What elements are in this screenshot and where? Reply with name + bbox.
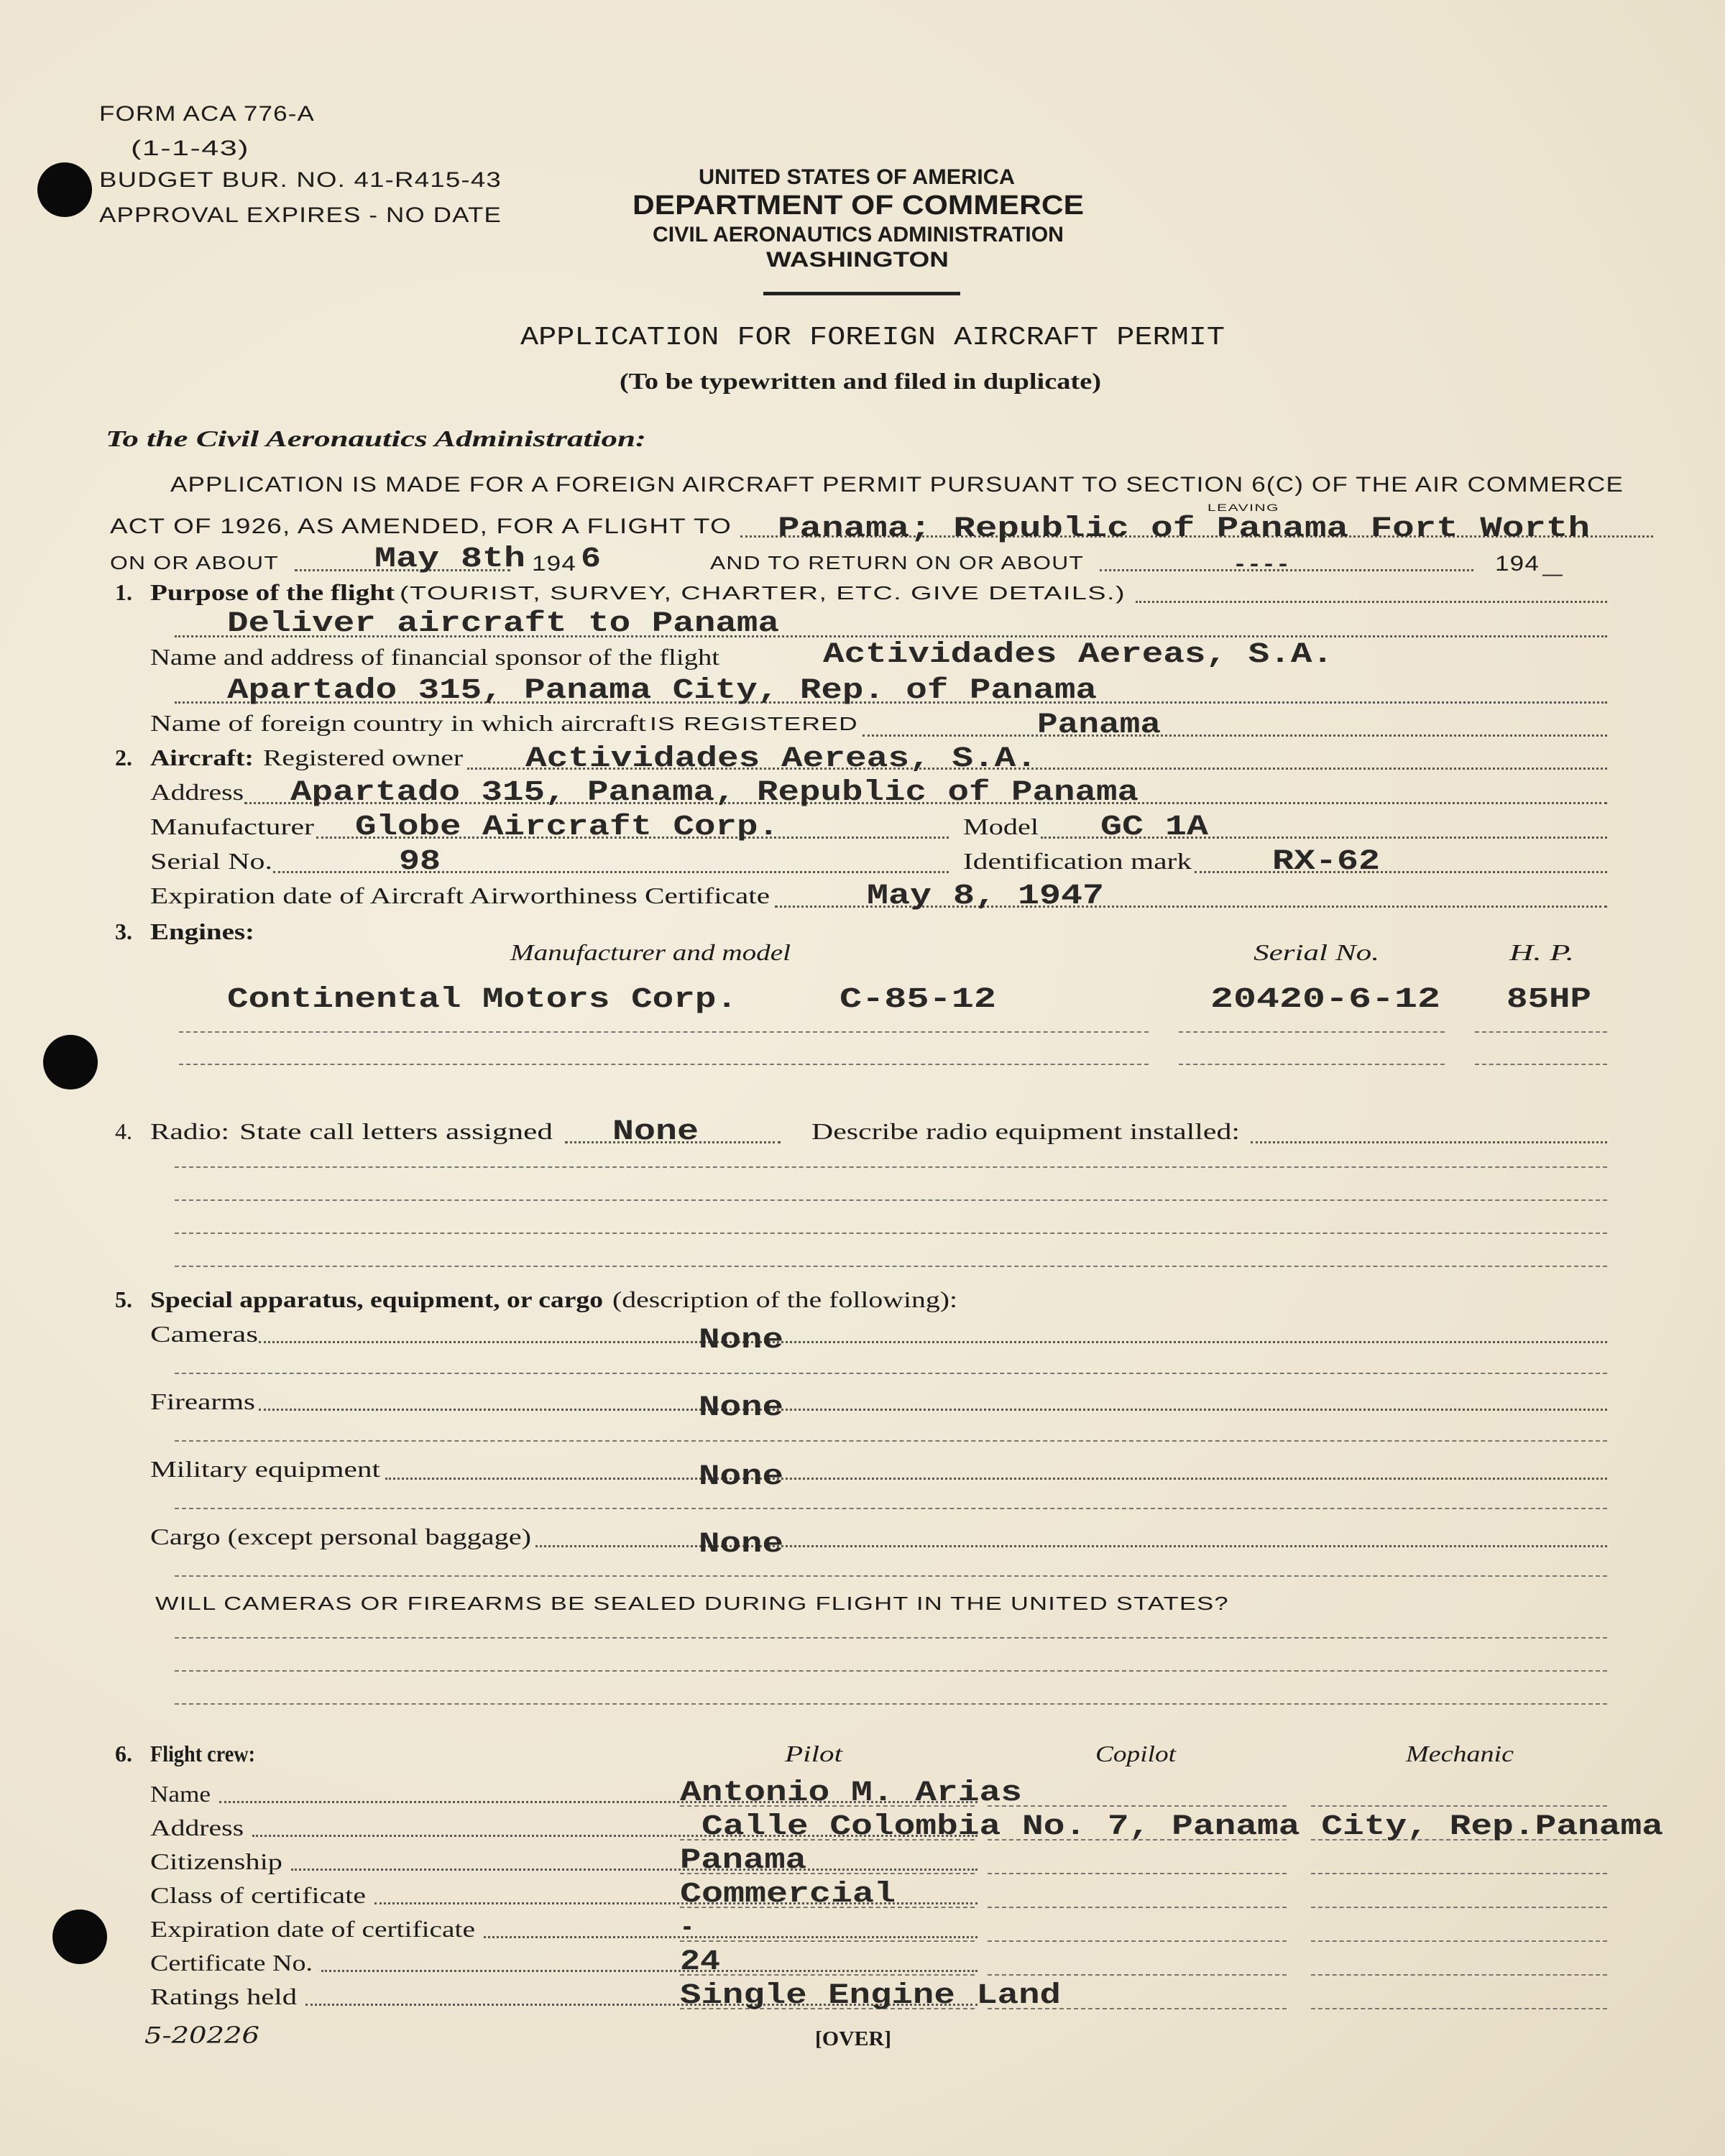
call-letters-value: None <box>612 1116 699 1148</box>
crew-mechanic-line <box>1311 1974 1607 1976</box>
section-3-number: 3. <box>115 918 132 944</box>
engine-line <box>179 1064 1149 1065</box>
engine-line <box>1179 1031 1445 1033</box>
radio-line <box>175 1166 1607 1168</box>
punch-hole <box>52 1909 107 1964</box>
crew-pilot-value: Calle Colombia No. 7, Panama City, Rep.Panama <box>702 1811 1663 1843</box>
address-label: Address <box>150 779 244 805</box>
section-2-number: 2. <box>115 745 132 770</box>
handwritten-file-number: 5-20226 <box>144 2022 259 2049</box>
serial-line <box>273 871 949 873</box>
section-2-label: Aircraft: <box>150 745 254 770</box>
form-title: APPLICATION FOR FOREIGN AIRCRAFT PERMIT <box>520 323 1225 352</box>
year-prefix: 194 <box>532 552 576 576</box>
sealed-line <box>175 1670 1607 1672</box>
crew-col-pilot: Pilot <box>785 1741 842 1766</box>
punch-hole <box>43 1035 98 1089</box>
departure-date: May 8th <box>374 543 525 576</box>
section-6-number: 6. <box>115 1741 132 1766</box>
owner-label: Registered owner <box>263 745 463 770</box>
intro-line-3a: ON OR ABOUT <box>110 552 279 573</box>
crew-pilot-value: 24 <box>680 1946 720 1978</box>
engine-manufacturer: Continental Motors Corp. <box>227 984 737 1016</box>
header-agency: CIVIL AERONAUTICS ADMINISTRATION <box>653 223 1064 247</box>
crew-pilot-line <box>680 1974 975 1976</box>
engine-line <box>179 1031 1149 1033</box>
engine-col-hp: H. P. <box>1509 939 1574 965</box>
crew-row-label: Ratings held <box>150 1984 297 2009</box>
cameras-value: None <box>699 1325 783 1357</box>
cameras-label: Cameras <box>150 1321 258 1347</box>
crew-row-label: Certificate No. <box>150 1950 313 1976</box>
intro-line-1: APPLICATION IS MADE FOR A FOREIGN AIRCRAFT PERMIT PURSUANT TO SECTION 6(C) OF THE AIR COMMERCE <box>170 473 1624 497</box>
military-line <box>385 1478 1607 1480</box>
crew-row-label: Class of certificate <box>150 1882 366 1908</box>
intro-line-2: ACT OF 1926, AS AMENDED, FOR A FLIGHT TO <box>110 515 732 538</box>
radio-equipment-leader <box>1251 1141 1607 1143</box>
crew-mechanic-line <box>1311 1940 1607 1942</box>
country-label-caps: IS REGISTERED <box>650 713 858 734</box>
country-label: Name of foreign country in which aircraft <box>150 710 646 736</box>
destination-value: Panama; Republic of Panama Fort Worth <box>778 513 1590 545</box>
firearms-label: Firearms <box>150 1388 255 1414</box>
section-5-number: 5. <box>115 1286 132 1312</box>
crew-row-label: Citizenship <box>150 1848 282 1874</box>
crew-row-label: Address <box>150 1815 244 1841</box>
crew-col-mechanic: Mechanic <box>1406 1741 1514 1766</box>
military-label: Military equipment <box>150 1456 380 1482</box>
addressee: To the Civil Aeronautics Administration: <box>106 425 646 451</box>
engine-col-serial: Serial No. <box>1254 939 1379 965</box>
crew-copilot-line <box>988 1907 1287 1908</box>
serial-label: Serial No. <box>150 848 272 874</box>
section-5-hint: (description of the following): <box>612 1286 957 1312</box>
crew-pilot-value: Commercial <box>680 1879 896 1911</box>
year-prefix-2: 194 <box>1495 552 1540 576</box>
expiration-label: Expiration date of Aircraft Airworthiness Certificate <box>150 883 770 908</box>
country-leader <box>862 734 1607 737</box>
header-city: WASHINGTON <box>766 248 949 272</box>
crew-pilot-value: Single Engine Land <box>680 1980 1061 2012</box>
departure-year: 6 <box>581 543 601 576</box>
form-number: FORM ACA 776-A <box>99 102 315 126</box>
radio-line <box>175 1233 1607 1234</box>
firearms-value: None <box>699 1392 783 1424</box>
crew-row-leader <box>321 1970 978 1972</box>
model-value: GC 1A <box>1100 811 1208 844</box>
section-1-label: Purpose of the flight <box>150 579 395 605</box>
call-letters-label: State call letters assigned <box>239 1118 553 1144</box>
expiration-value: May 8, 1947 <box>867 880 1104 913</box>
section-1-number: 1. <box>115 579 132 605</box>
return-year: _ <box>1542 550 1563 582</box>
crew-pilot-value: Panama <box>680 1845 806 1877</box>
military-value: None <box>699 1461 783 1493</box>
section-6-label: Flight crew: <box>150 1741 255 1766</box>
section-3-label: Engines: <box>150 918 254 944</box>
radio-line <box>175 1266 1607 1267</box>
crew-pilot-value: Antonio M. Arias <box>680 1777 1022 1810</box>
ident-label: Identification mark <box>963 848 1192 874</box>
manufacturer-value: Globe Aircraft Corp. <box>355 811 779 844</box>
cargo-line-2 <box>175 1575 1607 1577</box>
crew-mechanic-line <box>1311 1805 1607 1807</box>
crew-col-copilot: Copilot <box>1095 1741 1176 1766</box>
radio-line <box>175 1199 1607 1201</box>
engine-serial: 20420-6-12 <box>1210 984 1440 1016</box>
engine-hp: 85HP <box>1506 984 1591 1016</box>
punch-hole <box>37 162 92 217</box>
crew-mechanic-line <box>1311 2008 1607 2009</box>
address-value: Apartado 315, Panama, Republic of Panama <box>290 777 1138 809</box>
engine-line <box>1475 1064 1607 1065</box>
header-country: UNITED STATES OF AMERICA <box>699 165 1015 189</box>
manufacturer-label: Manufacturer <box>150 814 314 839</box>
crew-pilot-value: - <box>680 1912 694 1945</box>
firearms-line-2 <box>175 1440 1607 1442</box>
sealed-line <box>175 1703 1607 1705</box>
sealed-line <box>175 1637 1607 1639</box>
crew-pilot-line <box>680 1940 975 1942</box>
approval-expiry: APPROVAL EXPIRES - NO DATE <box>99 203 502 227</box>
intro-line-3b: AND TO RETURN ON OR ABOUT <box>710 552 1084 573</box>
crew-copilot-line <box>988 1805 1287 1807</box>
crew-row-label: Expiration date of certificate <box>150 1916 475 1942</box>
cargo-label: Cargo (except personal baggage) <box>150 1524 531 1549</box>
crew-copilot-line <box>988 1974 1287 1976</box>
budget-number: BUDGET BUR. NO. 41-R415-43 <box>99 168 502 192</box>
overtype-leaving: LEAVING <box>1208 502 1279 513</box>
purpose-leader <box>1136 601 1607 603</box>
form-subtitle: (To be typewritten and filed in duplicate) <box>620 368 1101 394</box>
radio-equipment-label: Describe radio equipment installed: <box>811 1118 1240 1144</box>
over-indicator: [OVER] <box>815 2028 891 2050</box>
sponsor-label: Name and address of financial sponsor of the flight <box>150 644 719 670</box>
engine-model: C-85-12 <box>840 984 996 1016</box>
section-4-label: Radio: <box>150 1118 229 1144</box>
crew-copilot-line <box>988 1940 1287 1942</box>
cameras-line-2 <box>175 1373 1607 1374</box>
ident-line <box>1195 871 1607 873</box>
sponsor-address: Apartado 315, Panama City, Rep. of Panama <box>227 675 1097 707</box>
header-department: DEPARTMENT OF COMMERCE <box>632 190 1084 221</box>
cargo-line <box>535 1545 1607 1547</box>
section-4-number: 4. <box>115 1118 132 1144</box>
return-date: ---- <box>1233 553 1290 578</box>
crew-copilot-line <box>988 1873 1287 1874</box>
form-date: (1-1-43) <box>131 137 249 160</box>
crew-row-label: Name <box>150 1781 211 1807</box>
sponsor-name: Actividades Aereas, S.A. <box>823 639 1333 671</box>
engine-line <box>1179 1064 1445 1065</box>
ident-value: RX-62 <box>1272 846 1380 878</box>
crew-mechanic-line <box>1311 1873 1607 1874</box>
engine-line <box>1475 1031 1607 1033</box>
purpose-value: Deliver aircraft to Panama <box>227 608 779 640</box>
cargo-value: None <box>699 1529 783 1561</box>
crew-row-leader <box>484 1936 978 1938</box>
owner-value: Actividades Aereas, S.A. <box>525 743 1037 775</box>
section-5-label: Special apparatus, equipment, or cargo <box>150 1286 603 1312</box>
cameras-line <box>259 1341 1607 1343</box>
country-value: Panama <box>1037 709 1161 742</box>
model-label: Model <box>963 814 1039 839</box>
crew-row-leader <box>291 1869 978 1871</box>
section-1-hint: (TOURIST, SURVEY, CHARTER, ETC. GIVE DETAILS.) <box>400 582 1126 604</box>
military-line-2 <box>175 1508 1607 1509</box>
crew-mechanic-line <box>1311 1907 1607 1908</box>
header-divider <box>763 292 960 295</box>
firearms-line <box>259 1409 1607 1411</box>
engine-col-model: Manufacturer and model <box>510 939 791 965</box>
sealed-question: WILL CAMERAS OR FIREARMS BE SEALED DURING FLIGHT IN THE UNITED STATES? <box>155 1593 1229 1614</box>
serial-value: 98 <box>399 846 441 878</box>
